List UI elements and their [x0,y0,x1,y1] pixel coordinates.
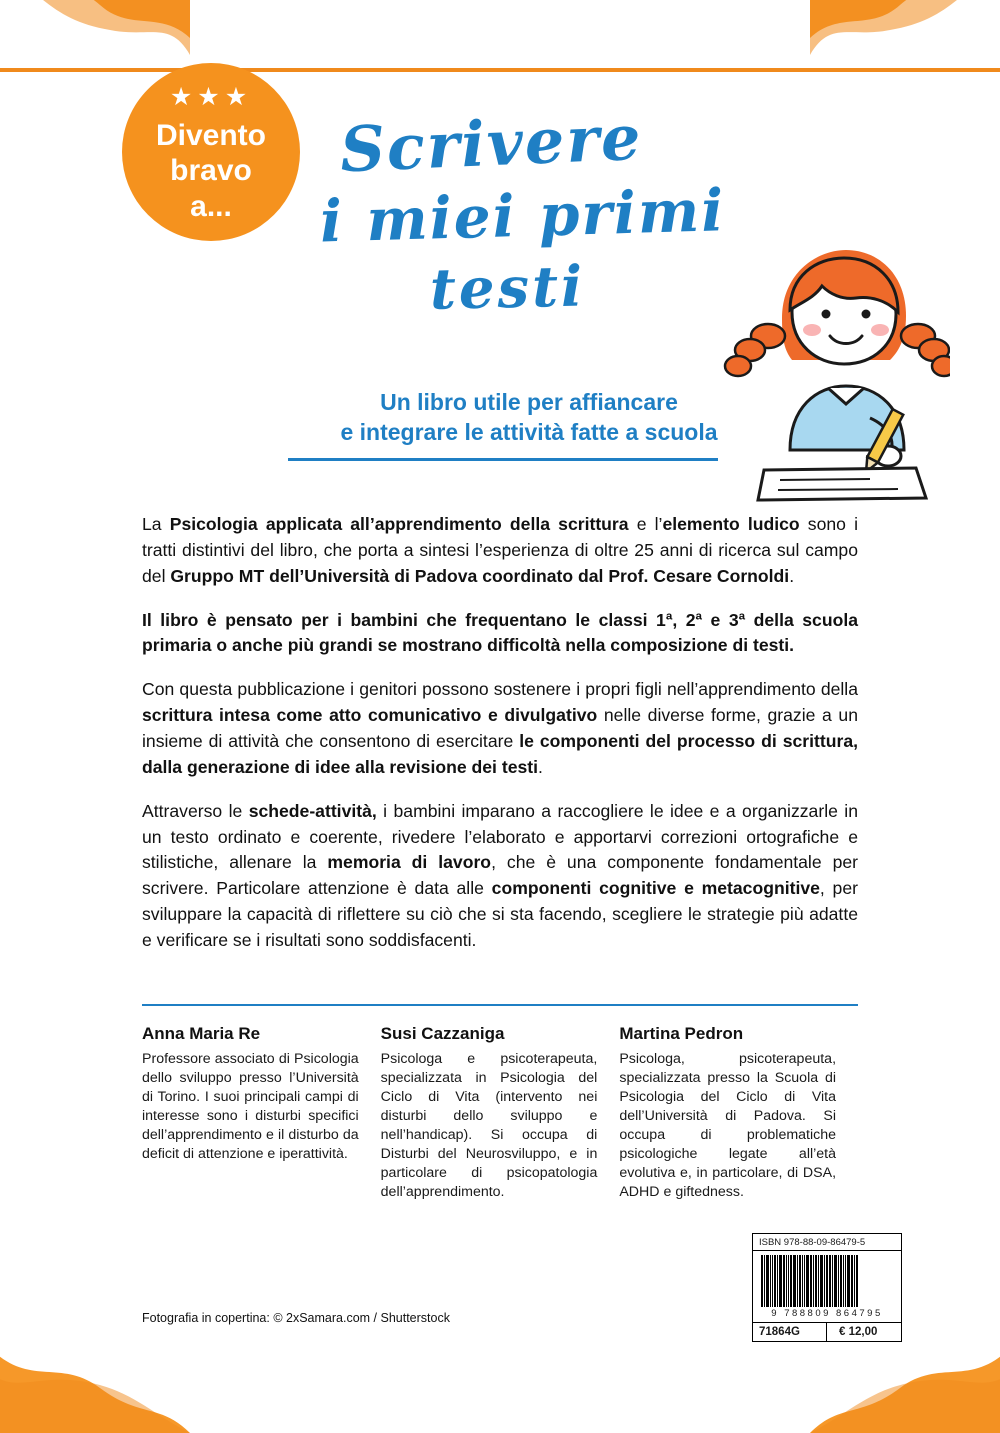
author-name: Anna Maria Re [142,1024,261,1043]
title-line-1: Scrivere [338,100,644,187]
author-bio: Psicologa, psicoterapeuta, specializzata presso la Scuola di Psicologia del Ciclo di Vita dell’Università di Padova. Si occupa di problematiche psicologiche legate all’età evolutiva e, in particolare, di DSA, ADHD e giftedness. [619,1051,837,1201]
authors-divider [142,1004,858,1006]
author-name: Susi Cazzaniga [380,1024,505,1043]
p4-part-g: , per sviluppare la capacità di riflettere su ciò che si sta facendo, scegliere le strategie più adatte e verificare se i risultati sono soddisfacenti. [142,878,858,951]
p2-bold: Il libro è pensato per i bambini che frequentano le classi 1ª, 2ª e 3ª della scuola primaria o anche più grandi se mostrano difficoltà nella composizione di testi. [142,609,858,656]
subtitle-line-1: Un libro utile per affiancare [380,389,678,415]
author-bio: Psicologa e psicoterapeuta, specializzata in Psicologia del Ciclo di Vita (intervento nei disturbi dello sviluppo e nell’handicap). Si occupa di Disturbi del Neurosviluppo, e in particolare di psicopatologia dell’apprendimento. [380,1051,598,1201]
paragraph-3 [142,677,858,780]
paragraph-1 [142,512,858,590]
barcode-bars [761,1255,893,1307]
book-subtitle [334,388,724,448]
p1-bold-1: Psicologia applicata all’apprendimento della scrittura [169,514,629,534]
description-text [142,512,858,954]
p4-bold-3: componenti cognitive e metacognitive [491,878,820,899]
p1-part-g: . [789,565,795,586]
p3-bold-1: scrittura intesa come atto comunicativo e divulgativo [142,705,598,726]
price-row [753,1323,901,1341]
author-name: Martina Pedron [619,1024,744,1043]
barcode-digits: 9 788809 864795 [753,1307,901,1323]
author-entry [142,1024,381,1202]
p4-part-c: i bambini imparano a raccogliere le idee e a organizzarle in un testo ordinato e coerente, rivedere l’elaborato e apportarvi correzioni ortografiche e stilistiche, allenare la [142,800,858,873]
p1-bold-3: Gruppo MT dell’Università di Padova coordinato dal Prof. Cesare Cornoldi [170,565,790,586]
p3-part-c: nelle diverse forme, grazie a un insieme di attività che consentono di esercitare [142,705,858,752]
isbn-text: ISBN 978-88-09-86479-5 [753,1234,901,1251]
photo-credit: Fotografia in copertina: © 2xSamara.com / Shutterstock [142,1311,450,1325]
p4-bold-1: schede-attività, [248,800,377,821]
p1-part-e: sono i tratti distintivi del libro, che porta a sintesi l’esperienza di oltre 25 anni di ricerca sul campo del [142,514,858,586]
author-entry [619,1024,858,1202]
author-bio: Professore associato di Psicologia dello sviluppo presso l’Università di Torino. I suoi principali campi di interesse sono i disturbi specifici dell’apprendimento e il disturbo da deficit di attenzione e iperattività. [142,1051,359,1163]
paragraph-4 [142,799,858,954]
p1-bold-2: elemento ludico [662,514,800,534]
series-badge [122,63,300,241]
authors-section [142,1024,858,1202]
title-line-3: testi [429,253,586,323]
p1-part-c: e l’ [628,514,663,534]
p4-part-e: , che è una componente fondamentale per scrivere. Particolare attenzione è data alle [142,852,858,899]
badge-line-1: Divento [155,119,266,152]
p4-part-a: Attraverso le [142,800,249,821]
p4-bold-2: memoria di lavoro [327,852,492,873]
barcode-block [752,1233,902,1342]
p3-bold-2: le componenti del processo di scrittura, dalla generazione di idee alla revisione dei testi [142,731,858,777]
title-line-2: i miei primi [319,176,727,256]
subtitle-divider [288,458,718,461]
badge-line-3: a... [190,189,232,223]
top-divider [0,68,1000,72]
girl-writing-illustration [720,240,950,505]
author-entry [381,1024,620,1202]
paragraph-2 [142,608,858,660]
p3-part-e: . [538,756,543,777]
p3-part-a: Con questa pubblicazione i genitori possono sostenere i propri figli nell’apprendimento della [142,679,858,700]
product-code: 71864G [753,1323,827,1341]
price-value: € 12,00 [839,1326,878,1338]
p1-part-a: La [142,514,170,534]
badge-line-2: bravo [170,154,252,188]
subtitle-line-2: e integrare le attività fatte a scuola [340,418,718,445]
stars-icon: ★★★ [169,83,253,111]
